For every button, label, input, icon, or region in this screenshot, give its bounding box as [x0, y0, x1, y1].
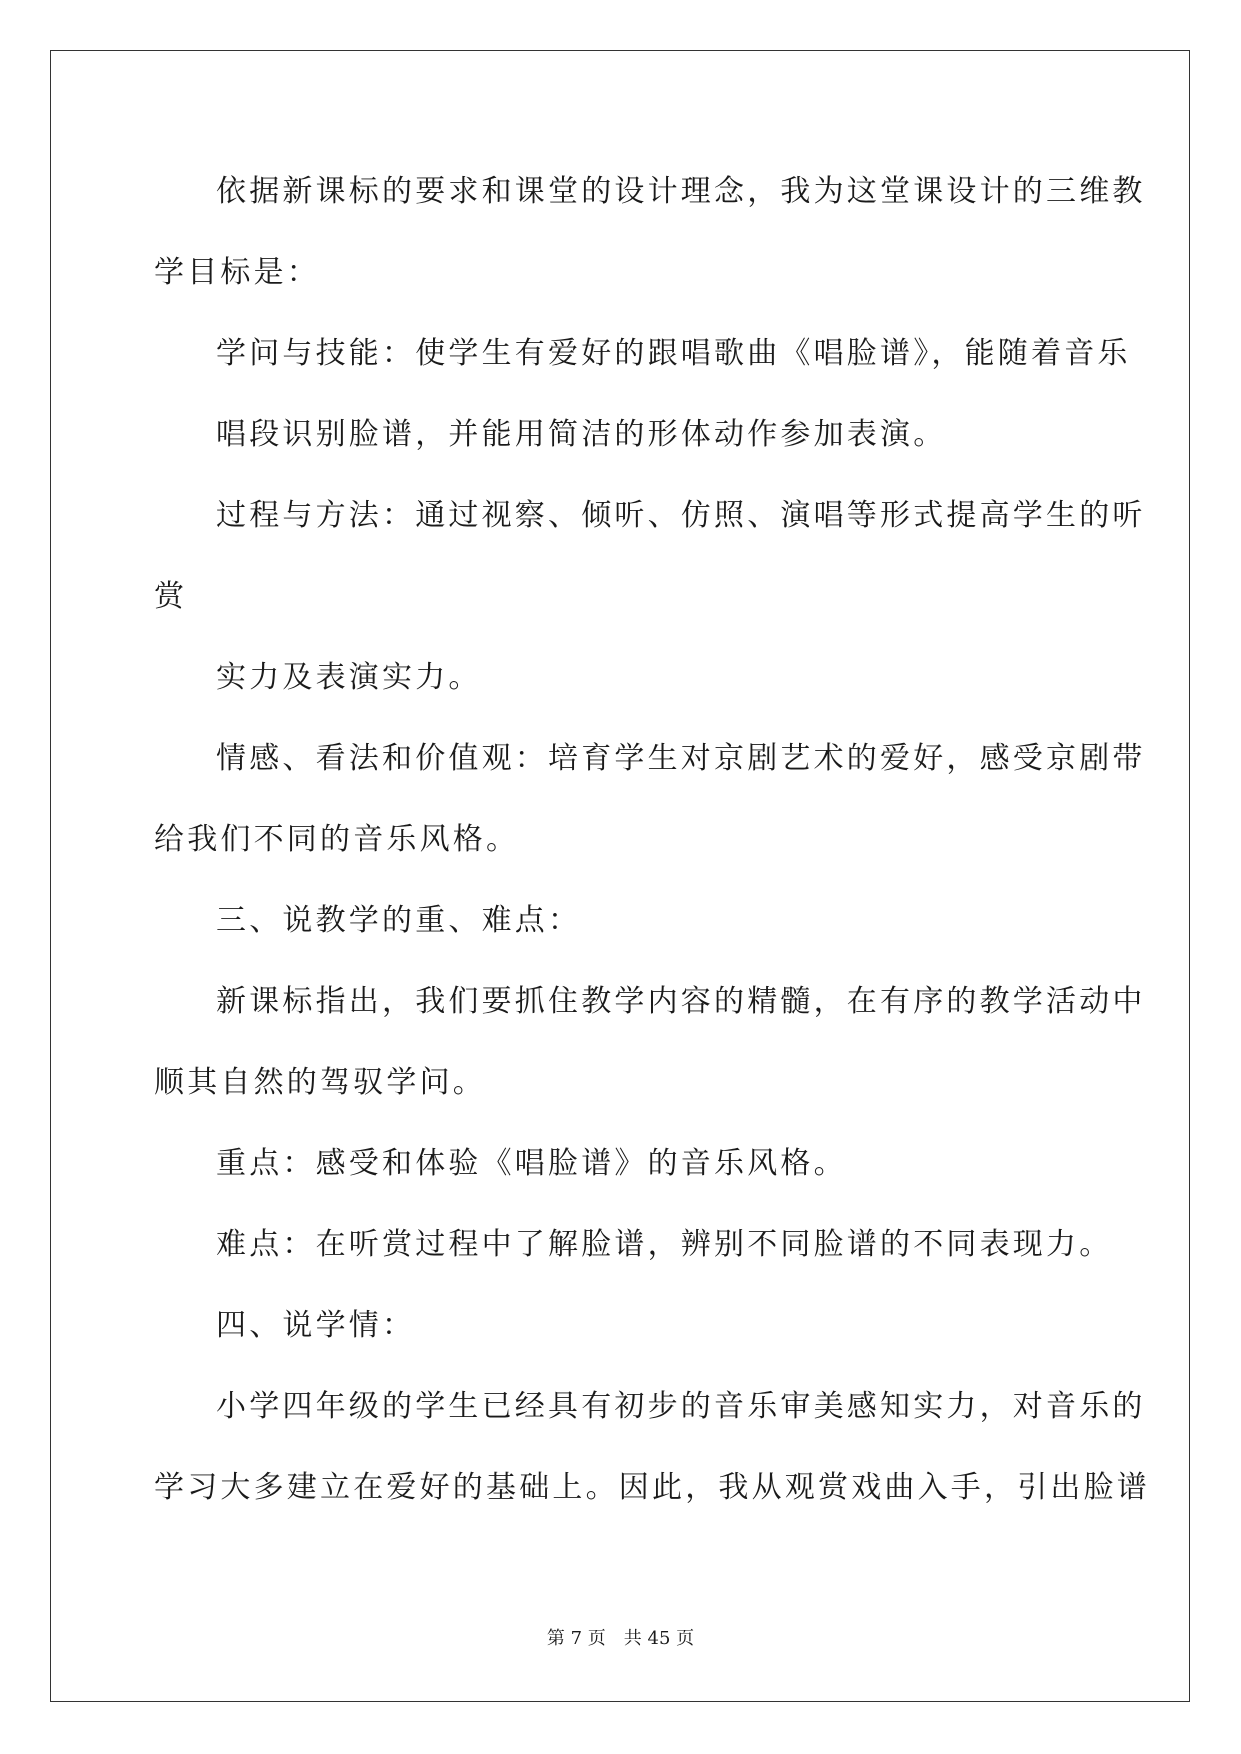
paragraph-line: 重点：感受和体验《唱脸谱》的音乐风格。	[216, 1146, 847, 1181]
section-heading: 四、说学情：	[216, 1308, 416, 1343]
paragraph-line: 给我们不同的音乐风格。	[154, 822, 520, 857]
section-heading: 三、说教学的重、难点：	[216, 903, 582, 938]
paragraph-line: 赏	[154, 579, 188, 614]
page-number-footer: 第 7 页 共 45 页	[546, 1628, 695, 1649]
paragraph-line: 学习大多建立在爱好的基础上。因此，我从观赏戏曲入手，引出脸谱	[154, 1470, 1150, 1505]
paragraph-line: 依据新课标的要求和课堂的设计理念，我为这堂课设计的三维教	[216, 174, 1146, 209]
paragraph-line: 实力及表演实力。	[216, 660, 482, 695]
paragraph-line: 小学四年级的学生已经具有初步的音乐审美感知实力，对音乐的	[216, 1389, 1146, 1424]
paragraph-line: 唱段识别脸谱，并能用简洁的形体动作参加表演。	[216, 417, 947, 452]
paragraph-line: 情感、看法和价值观：培育学生对京剧艺术的爱好，感受京剧带	[216, 741, 1146, 776]
paragraph-line: 顺其自然的驾驭学问。	[154, 1065, 486, 1100]
paragraph-line: 难点：在听赏过程中了解脸谱，辨别不同脸谱的不同表现力。	[216, 1227, 1113, 1262]
paragraph-line: 过程与方法：通过视察、倾听、仿照、演唱等形式提高学生的听	[216, 498, 1146, 533]
paragraph-line: 新课标指出，我们要抓住教学内容的精髓，在有序的教学活动中	[216, 984, 1146, 1019]
paragraph-line: 学目标是：	[154, 255, 320, 290]
paragraph-line: 学问与技能：使学生有爱好的跟唱歌曲《唱脸谱》，能随着音乐	[216, 336, 1131, 371]
